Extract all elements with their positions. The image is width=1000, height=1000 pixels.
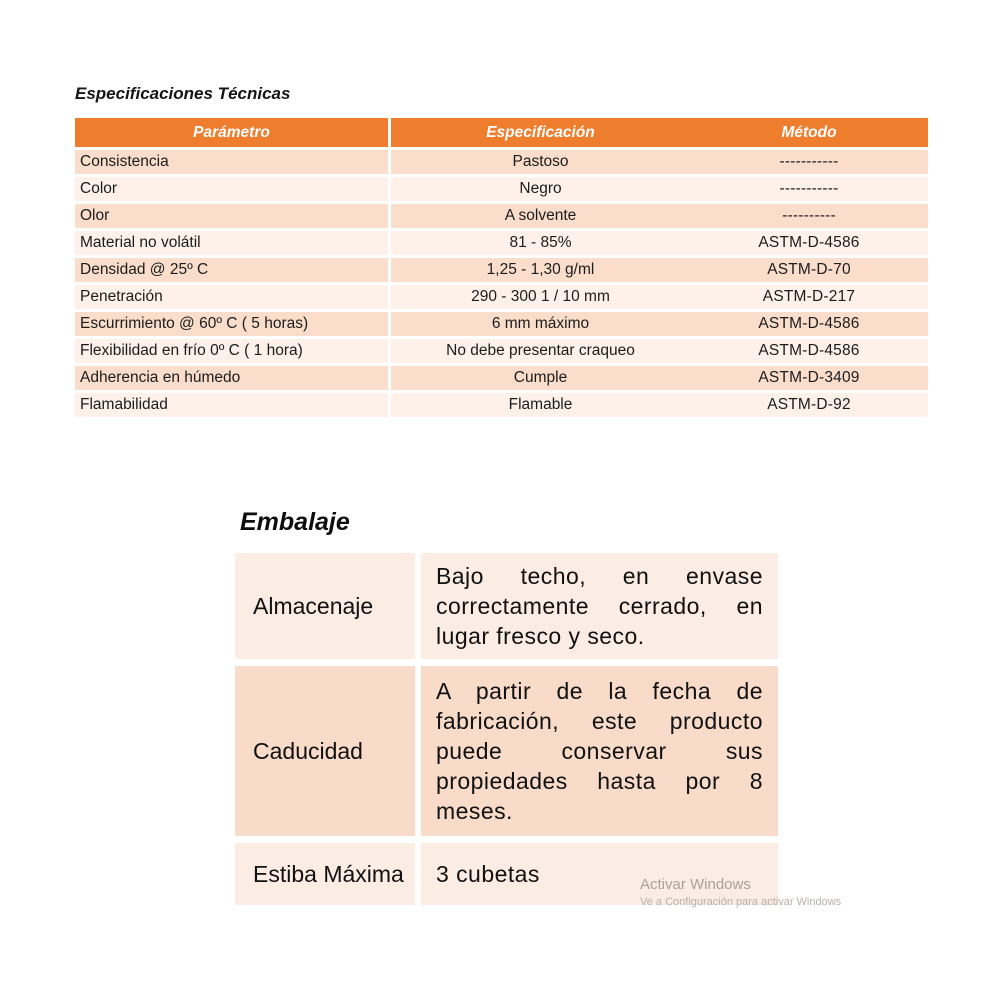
- method-cell: ASTM-D-70: [690, 258, 928, 282]
- packaging-section-title: Embalaje: [240, 508, 350, 536]
- column-header-parametro: Parámetro: [75, 118, 388, 147]
- method-cell: -----------: [690, 177, 928, 201]
- column-header-especificacion: Especificación: [391, 118, 690, 147]
- table-row: [75, 177, 928, 201]
- method-cell: ASTM-D-3409: [690, 366, 928, 390]
- param-cell: Escurrimiento @ 60º C ( 5 horas): [75, 312, 388, 336]
- spec-table-header-row: [75, 118, 928, 147]
- packaging-row-label: Estiba Máxima: [235, 843, 415, 905]
- table-row: [75, 312, 928, 336]
- packaging-row-text: A partir de la fecha de fabricación, este producto puede conservar sus propiedades hasta por 8 meses.: [436, 678, 763, 824]
- method-cell: ASTM-D-92: [690, 393, 928, 417]
- packaging-row-text: Bajo techo, en envase correctamente cerrado, en lugar fresco y seco.: [436, 563, 763, 649]
- spec-cell: 81 - 85%: [391, 231, 690, 255]
- spec-cell: Cumple: [391, 366, 690, 390]
- packaging-row-value: [421, 553, 778, 659]
- spec-table: [75, 118, 928, 417]
- windows-activation-watermark: [640, 876, 841, 908]
- param-cell: Penetración: [75, 285, 388, 309]
- packaging-row-value: [421, 666, 778, 836]
- table-row: [75, 231, 928, 255]
- spec-cell: Negro: [391, 177, 690, 201]
- spec-cell: 6 mm máximo: [391, 312, 690, 336]
- packaging-row-label: Caducidad: [235, 666, 415, 836]
- list-item: [235, 666, 778, 836]
- param-cell: Consistencia: [75, 150, 388, 174]
- param-cell: Adherencia en húmedo: [75, 366, 388, 390]
- param-cell: Densidad @ 25º C: [75, 258, 388, 282]
- table-row: [75, 258, 928, 282]
- table-row: [75, 366, 928, 390]
- table-row: [75, 393, 928, 417]
- list-item: [235, 553, 778, 659]
- method-cell: -----------: [690, 150, 928, 174]
- table-row: [75, 150, 928, 174]
- param-cell: Olor: [75, 204, 388, 228]
- watermark-title: Activar Windows: [640, 876, 751, 893]
- watermark-subtitle: Ve a Configuración para activar Windows: [640, 896, 842, 908]
- table-row: [75, 204, 928, 228]
- param-cell: Material no volátil: [75, 231, 388, 255]
- method-cell: ----------: [690, 204, 928, 228]
- packaging-row-text: 3 cubetas: [436, 861, 540, 887]
- spec-cell: Flamable: [391, 393, 690, 417]
- method-cell: ASTM-D-4586: [690, 339, 928, 363]
- param-cell: Color: [75, 177, 388, 201]
- spec-cell: Pastoso: [391, 150, 690, 174]
- method-cell: ASTM-D-4586: [690, 312, 928, 336]
- spec-cell: 290 - 300 1 / 10 mm: [391, 285, 690, 309]
- method-cell: ASTM-D-4586: [690, 231, 928, 255]
- param-cell: Flamabilidad: [75, 393, 388, 417]
- table-row: [75, 285, 928, 309]
- column-header-metodo: Método: [690, 118, 928, 147]
- table-row: [75, 339, 928, 363]
- packaging-table: [235, 553, 778, 905]
- spec-cell: A solvente: [391, 204, 690, 228]
- spec-cell: No debe presentar craqueo: [391, 339, 690, 363]
- spec-section-title: Especificaciones Técnicas: [75, 84, 291, 103]
- param-cell: Flexibilidad en frío 0º C ( 1 hora): [75, 339, 388, 363]
- packaging-row-label: Almacenaje: [235, 553, 415, 659]
- method-cell: ASTM-D-217: [690, 285, 928, 309]
- spec-cell: 1,25 - 1,30 g/ml: [391, 258, 690, 282]
